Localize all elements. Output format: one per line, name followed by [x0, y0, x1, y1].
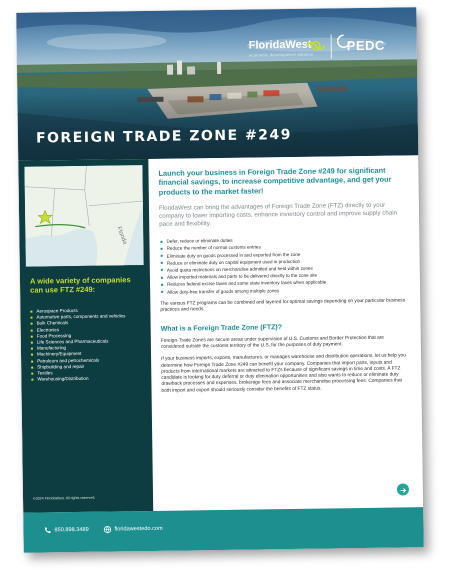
list-item: Eliminate duty on goods processed in and exported from the zone — [160, 249, 408, 260]
region-map — [24, 165, 143, 267]
list-item: Aerospace Products — [30, 307, 146, 315]
floridawest-logo: FloridaWest — [248, 38, 312, 52]
list-item: Defer, reduce or eliminate duties — [159, 235, 407, 246]
phone-link[interactable]: 850.898.3489 — [54, 526, 89, 534]
flyer-page — [16, 7, 424, 553]
intro-paragraph: FloridaWest can bring the advantages of Foreign Trade Zone (FTZ) directly to your company to lower importing costs, enhance inventory control and improve supply chain pace and flexibility. — [158, 201, 398, 229]
list-item: Manufacturing — [31, 344, 147, 352]
phone-icon — [43, 526, 51, 534]
floridawest-tagline: economic development alliance — [248, 51, 314, 58]
list-item: Automotive parts, components and vehicles — [30, 313, 146, 321]
combined-programs-note: The various FTZ programs can be combined and layered for optimal savings depending on your particular business practices and needs. — [160, 298, 406, 314]
page-title: FOREIGN TRADE ZONE #249 — [35, 126, 293, 147]
list-item: Shipbuilding and repair — [31, 363, 147, 371]
benefits-list — [159, 235, 408, 296]
list-item: Petroleum and petrochemicals — [31, 357, 147, 365]
list-item: Allow imported materials and parts to be delivered directly to the zone site — [160, 271, 408, 282]
list-item: Electronics — [31, 326, 147, 334]
sidebar — [18, 159, 153, 513]
list-item: Reduce the number of normal customs entries — [160, 242, 408, 253]
list-item: Warehousing/Distribution — [31, 375, 147, 383]
list-item: Bulk Chemicals — [31, 319, 147, 327]
industry-list — [30, 307, 147, 383]
list-item: Allow duty-free transfer of goods among multiple zones — [160, 285, 408, 296]
footer-bar — [23, 507, 424, 553]
list-item: Reduces federal excise taxes and some state inventory taxes when applicable — [160, 278, 408, 289]
list-item: Life Sciences and Pharmaceuticals — [31, 338, 147, 346]
lead-paragraph: Launch your business in Foreign Trade Zone #249 for significant financial savings, to increase competitive advantage, and get your products to the market faster! — [158, 165, 392, 197]
list-item: Machinery/Equipment — [31, 350, 147, 358]
website-link[interactable]: floridawestedo.com — [114, 525, 163, 533]
hero-banner — [16, 7, 418, 161]
list-item: Textiles — [31, 369, 147, 377]
pedc-logo: PEDC — [346, 37, 385, 54]
floridawest-mark-icon — [305, 38, 327, 52]
list-item: Avoid quota restrictions on merchandise admitted and held within zones — [160, 263, 408, 274]
arrow-right-icon — [397, 484, 409, 496]
globe-icon — [103, 526, 111, 534]
main-content — [158, 165, 409, 394]
section-heading: What is a Foreign Trade Zone (FTZ)? — [160, 323, 283, 333]
sidebar-heading: A wide variety of companies can use FTZ #249: — [29, 275, 131, 295]
list-item: Reduce or eliminate duty on capital equipment used in production — [160, 256, 408, 267]
next-page-button[interactable] — [397, 483, 409, 495]
copyright-text: ©2024 FloridaWest. All rights reserved. — [33, 495, 96, 501]
map-label-florida: Florida — [115, 226, 128, 246]
ftz-definition-paragraph: Foreign-Trade Zones are secure areas under supervision of U.S. Customs and Border Protection that are considered outside the customs territory of the U.S. for the purposes of duty payment. — [160, 335, 385, 350]
list-item: Food Processing — [31, 332, 147, 340]
ftz-benefits-paragraph: If your business imports, exports, manufactures, or manages warehouse and distribution operations, let us help you determine how Foreign Trade Zone #249 can benefit your company. Companies that import parts, inputs and products from international markets are attracted to FTZs because of significant savings in time and costs. A FTZ candidate is looking for duty deferral or duty elimination opportunities and also wants to reduce or eliminate duty drawback processes and expenses, brokerage fees and associate merchandise processing fees. Companies that both import and export should seriously consider the benefits of FTZ status. — [161, 353, 406, 394]
